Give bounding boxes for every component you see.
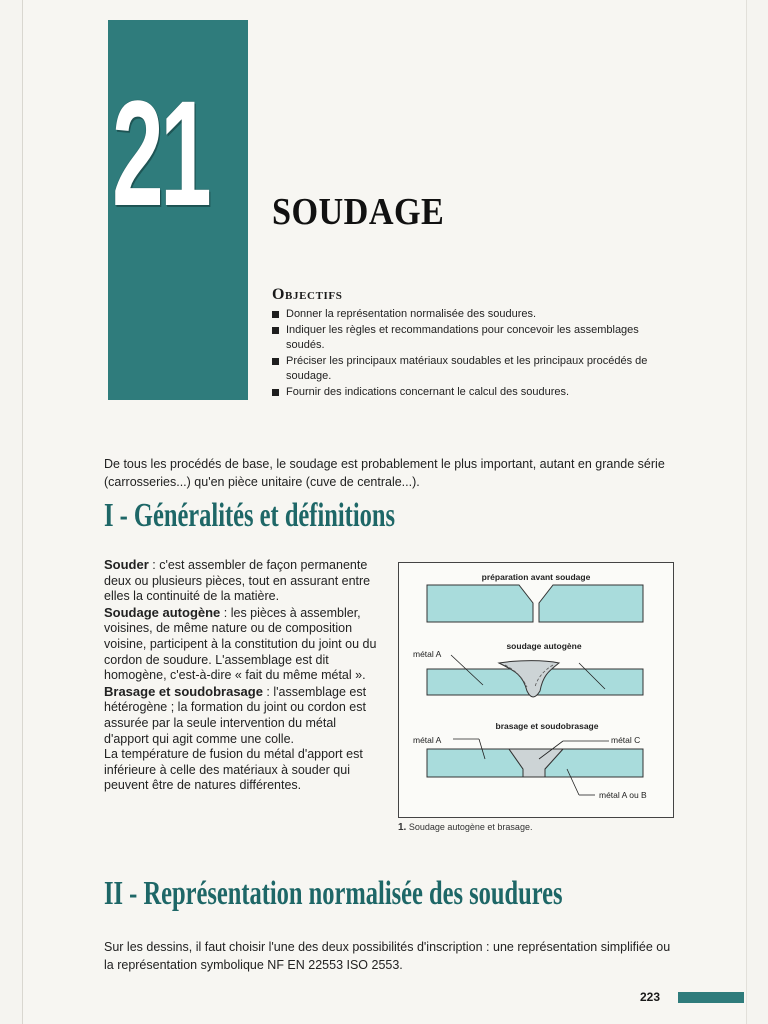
square-bullet-icon [272, 327, 279, 334]
welding-figure [398, 562, 674, 818]
objective-item: Fournir des indications concernant le calcul des soudures. [272, 385, 672, 401]
chapter-title: SOUDAGE [272, 191, 445, 233]
definition-brasage: Brasage et soudobrasage : l'assemblage est hétérogène ; la formation du joint ou cordon est assurée par la seule intervention du métal d'apport qui agit comme une colle. [104, 683, 367, 746]
objectives-list [272, 307, 672, 400]
definitions-block [104, 557, 380, 794]
objective-item: Indiquer les règles et recommandations pour concevoir les assemblages soudés. [272, 323, 672, 354]
section-1-heading: I - Généralités et définitions [104, 497, 396, 534]
label-metal-a-ou-b: métal A ou B [599, 790, 647, 800]
objectives-block [272, 286, 672, 400]
welding-diagram [399, 563, 673, 817]
square-bullet-icon [272, 311, 279, 318]
objective-item: Préciser les principaux matériaux soudables et les principaux procédés de soudage. [272, 354, 672, 385]
definition-souder: Souder : c'est assembler de façon permanente deux ou plusieurs pièces, tout en assurant entre elles la continuité de la matière. [104, 557, 371, 604]
square-bullet-icon [272, 358, 279, 365]
objective-item: Donner la représentation normalisée des soudures. [272, 307, 672, 323]
definition-soudage-autogene: Soudage autogène : les pièces à assembler, voisines, de même nature ou de composition voisine, participent à la constitution du joint ou du cordon de soudure. L'assemblage est dit homogène, c'est-à-dire « fait du même métal ». [104, 604, 377, 683]
page-number-bar [678, 992, 744, 1003]
square-bullet-icon [272, 389, 279, 396]
plate-left-prep [427, 585, 533, 622]
objectives-title: Objectifs [272, 286, 343, 303]
label-brasage: brasage et soudobrasage [495, 721, 599, 731]
plate-left-brasage [427, 749, 523, 777]
label-metal-a-1: métal A [413, 649, 442, 659]
chapter-number: 21 [112, 69, 209, 237]
plate-right-prep [539, 585, 643, 622]
label-metal-c: métal C [611, 735, 641, 745]
figure-caption: 1. Soudage autogène et brasage. [398, 822, 533, 833]
intro-paragraph: De tous les procédés de base, le soudage est probablement le plus important, autant en grande série (carrosseries...) qu'en pièce unitaire (cuve de centrale...). [104, 457, 665, 489]
label-autogene: soudage autogène [506, 641, 582, 651]
label-prep: préparation avant soudage [481, 572, 591, 582]
definition-extra: La température de fusion du métal d'apport est inférieure à celle des matériaux à souder qui peuvent être de natures différentes. [104, 747, 363, 793]
label-metal-a-2: métal A [413, 735, 442, 745]
section-2-paragraph: Sur les dessins, il faut choisir l'une des deux possibilités d'inscription : une représentation simplifiée ou la représentation symbolique NF EN 22553 ISO 2553. [104, 940, 671, 972]
page-number: 223 [640, 990, 661, 1004]
section-2-heading: II - Représentation normalisée des soudures [104, 875, 563, 912]
